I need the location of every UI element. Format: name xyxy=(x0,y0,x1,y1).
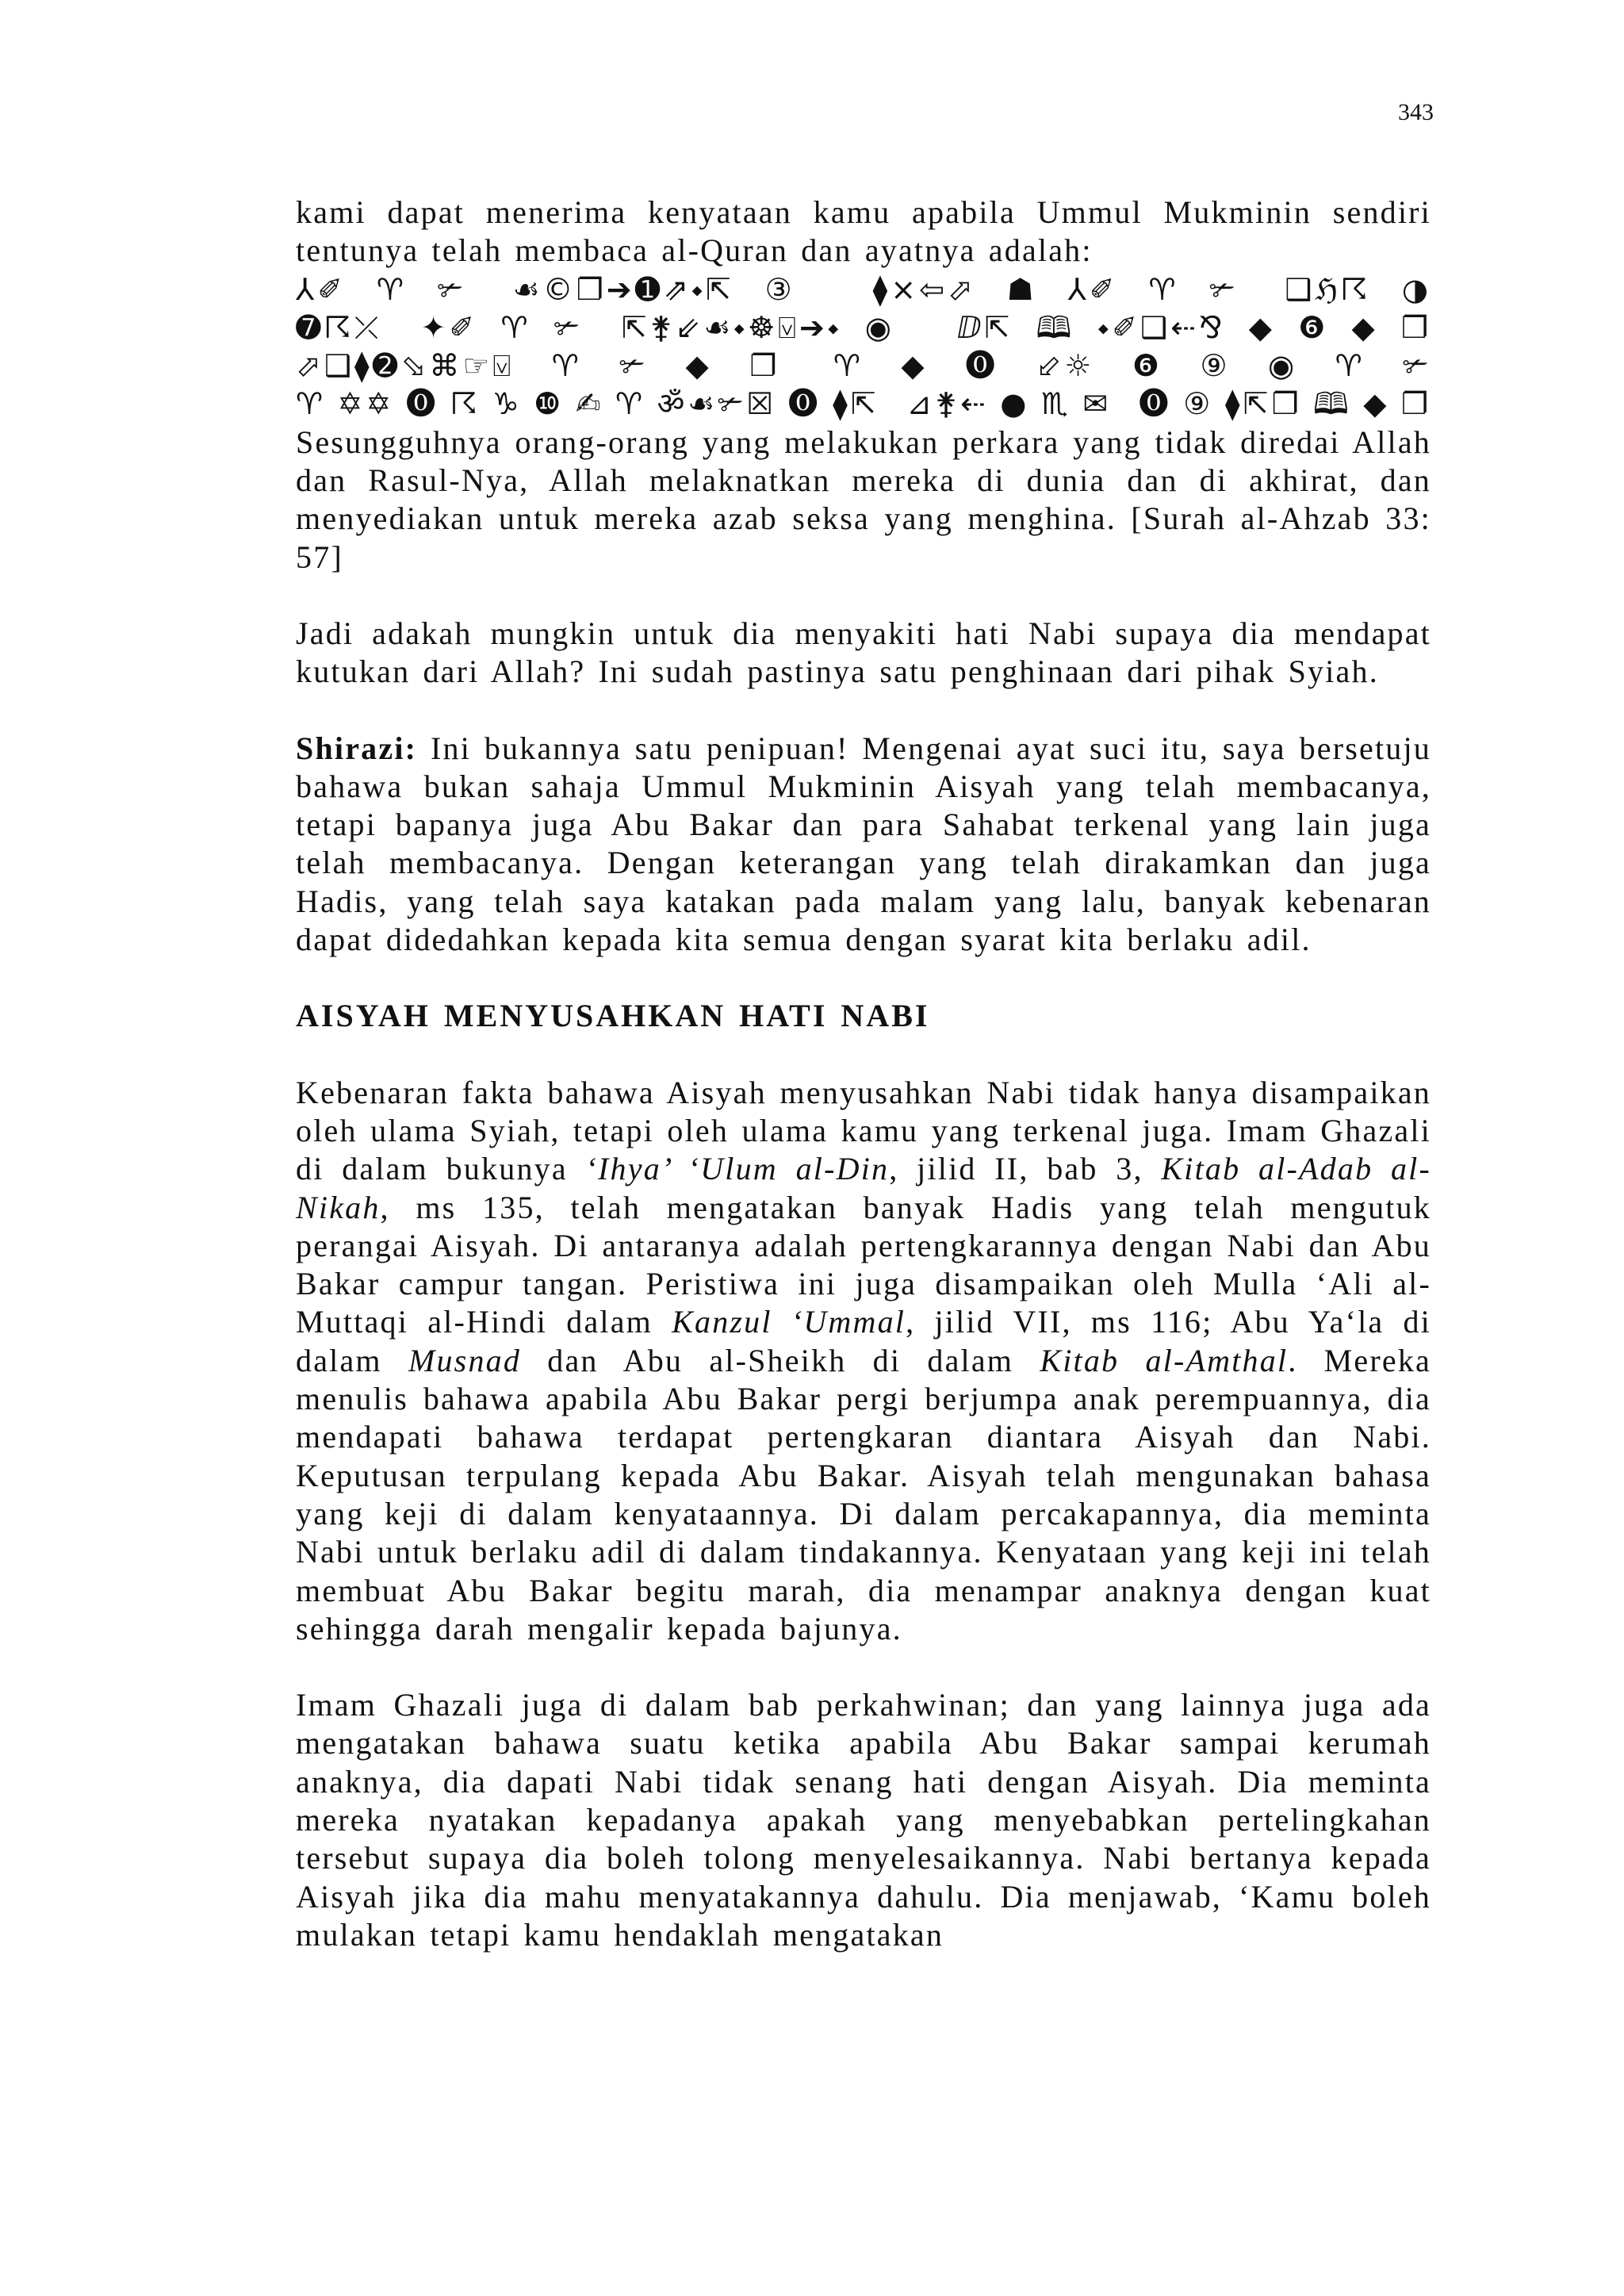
quran-line-3: ⬀❑⧫➋⬂⌘☞⍌♈✃◆❐ ♈◆⓿⬃☼❻⑨◉♈✃ xyxy=(296,348,1431,384)
verse-translation: Sesungguhnya orang-orang yang melakukan perkara yang tidak diredai Allah dan Rasul-Nya, Allah melaknatkan mereka di dunia dan di akhirat, dan menyediakan untuk mereka azab seksa yang menghina. [Surah al-Ahzab 33: 57] xyxy=(296,424,1431,575)
section-heading: AISYAH MENYUSAHKAN HATI NABI xyxy=(296,998,930,1034)
text-run: , jilid VII, ms 116; Abu Ya‘la di dalam xyxy=(296,1304,1431,1378)
book-title-kitab-adab: Kitab al-Adab al-Nikah xyxy=(296,1151,1431,1225)
quran-line-1: ⅄✐♈✃ ☙©❐➔➊⇗⬩⇱③ ⧫×⇦⬀☗⅄✐♈✃ ❑ℌ☈◑ xyxy=(296,271,1431,307)
book-title-ihya: ‘Ihya’ ‘Ulum al-Din xyxy=(585,1151,890,1187)
quran-line-4: ♈✡✡⓿☈♑❿✍♈ॐ☙✃☒⓿⧫⇱ ⊿⚵⇠●♏✉ ⓿⑨⧫⇱❐🕮◆❐ xyxy=(296,386,1431,422)
shirazi-paragraph xyxy=(296,730,1431,960)
text-run: , jilid II, bab 3, xyxy=(889,1151,1162,1187)
quran-line-2: ➐☈⤫ ✦✐♈✃ ⇱⚵⇙☙⬩☸⍌➔⬩◉ ⅅ⇱🕮⬩✐❑⇠⅋◆❻◆❐ xyxy=(296,309,1431,345)
intro-paragraph: kami dapat menerima kenyataan kamu apabila Ummul Mukminin sendiri tentunya telah membaca al-Quran dan ayatnya adalah: xyxy=(296,194,1431,269)
book-title-amthal: Kitab al-Amthal xyxy=(1040,1342,1289,1378)
book-title-kanzul: Kanzul ‘Ummal xyxy=(672,1304,906,1340)
speaker-label: Shirazi: xyxy=(296,730,418,766)
jadi-paragraph: Jadi adakah mungkin untuk dia menyakiti hati Nabi supaya dia mendapat kutukan dari Allah? Ini sudah pastinya satu penghinaan dari pihak Syiah. xyxy=(296,615,1431,690)
shirazi-text: Ini bukannya satu penipuan! Mengenai ayat suci itu, saya bersetuju bahawa bukan sahaja Ummul Mukminin Aisyah yang telah membacanya, tetapi bapanya juga Abu Bakar dan para Sahabat terkenal yang lain juga telah membacanya. Dengan keterangan yang telah dirakamkan dan juga Hadis, yang telah saya katakan pada malam yang lalu, banyak kebenaran dapat didedahkan kepada kita semua dengan syarat kita berlaku adil. xyxy=(296,730,1432,958)
kebenaran-paragraph xyxy=(296,1074,1431,1648)
quran-verse xyxy=(296,270,1431,424)
page-number: 343 xyxy=(1398,99,1434,125)
page-body xyxy=(296,194,1431,1954)
text-run: dan Abu al-Sheikh di dalam xyxy=(521,1342,1040,1378)
book-title-musnad: Musnad xyxy=(408,1342,522,1378)
imam-paragraph: Imam Ghazali juga di dalam bab perkahwinan; dan yang lainnya juga ada mengatakan bahawa suatu ketika apabila Abu Bakar sampai kerumah anaknya, dia dapati Nabi tidak senang hati dengan Aisyah. Dia meminta mereka nyatakan kepadanya apakah yang menyebabkan pertelingkahan tersebut supaya dia boleh tolong menyelesaikannya. Nabi bertanya kepada Aisyah jika dia mahu menyatakannya dahulu. Dia menjawab, ‘Kamu boleh mulakan tetapi kamu hendaklah mengatakan xyxy=(296,1687,1431,1953)
text-run: . Mereka menulis bahawa apabila Abu Bakar pergi berjumpa anak perempuannya, dia mendapati bahawa terdapat pertengkaran diantara Aisyah dan Nabi. Keputusan terpulang kepada Abu Bakar. Aisyah telah mengunakan bahasa yang keji di dalam kenyataannya. Di dalam percakapannya, dia meminta Nabi untuk berlaku adil di dalam tindakannya. Kenyataan yang keji ini telah membuat Abu Bakar begitu marah, dia menampar anaknya dengan kuat sehingga darah mengalir kepada bajunya. xyxy=(296,1342,1431,1646)
text-run: Kebenaran fakta bahawa Aisyah menyusahkan Nabi tidak hanya disampaikan oleh ulama Syiah, tetapi oleh ulama kamu yang terkenal juga. Imam Ghazali di dalam bukunya xyxy=(296,1074,1431,1187)
text-run: , ms 135, telah mengatakan banyak Hadis yang telah mengutuk perangai Aisyah. Di antaranya adalah pertengkarannya dengan Nabi dan Abu Bakar campur tangan. Peristiwa ini juga disampaikan oleh Mulla ‘Ali al-Muttaqi al-Hindi dalam xyxy=(296,1189,1431,1340)
